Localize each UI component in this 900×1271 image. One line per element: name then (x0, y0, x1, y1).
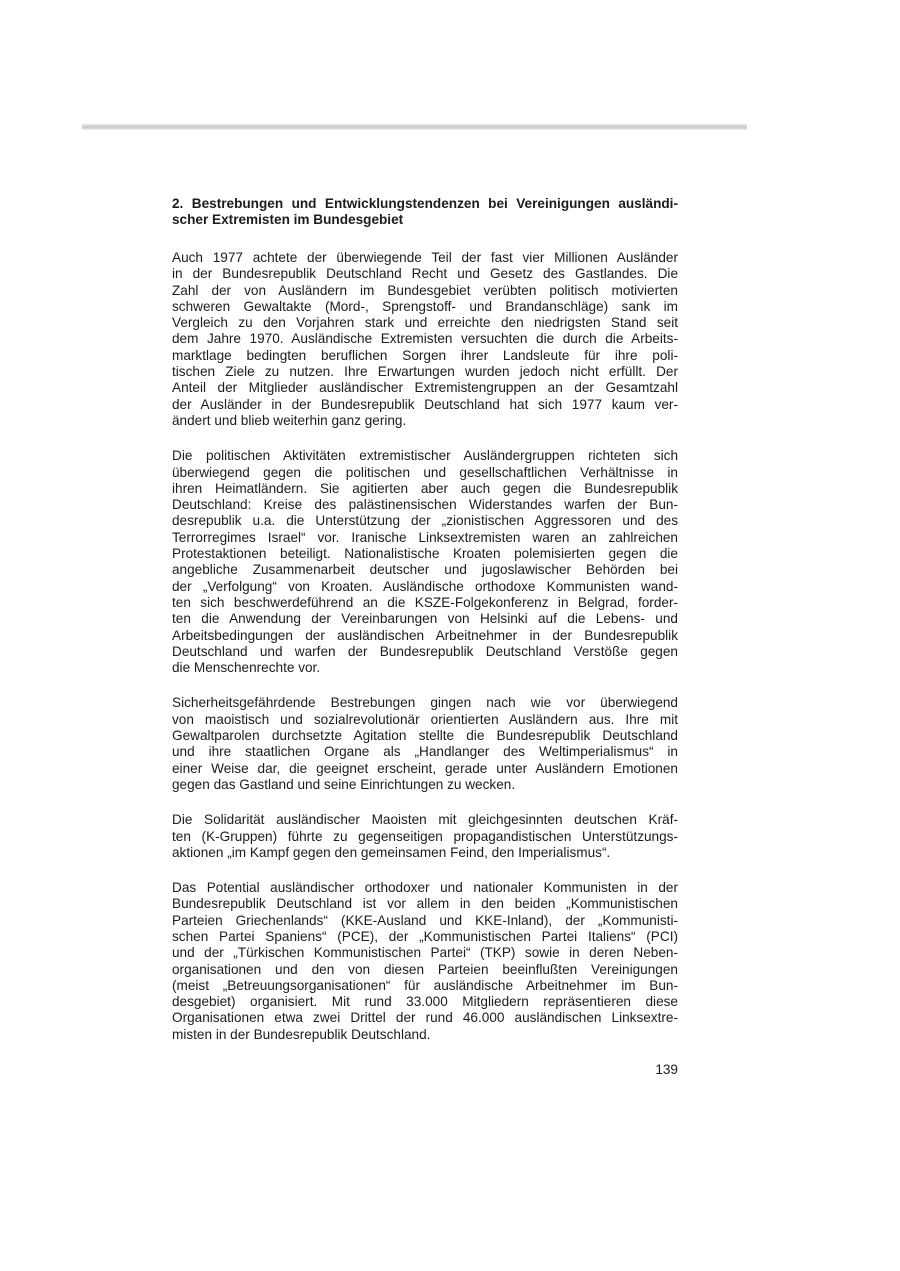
text-line: Die Solidarität ausländischer Maoisten mit gleichgesinnten deutschen Kräf- (172, 812, 678, 828)
text-line: Sicherheitsgefährdende Bestrebungen gingen nach wie vor überwiegend (172, 695, 678, 711)
page-number: 139 (655, 1062, 678, 1077)
text-line: Gewaltparolen durchsetzte Agitation stellte die Bundesrepublik Deutschland (172, 728, 678, 744)
paragraph (172, 448, 678, 676)
paragraph (172, 695, 678, 793)
text-line: misten in der Bundesrepublik Deutschland. (172, 1026, 431, 1042)
section-heading (172, 196, 678, 228)
text-line: Protestaktionen beteiligt. Nationalistische Kroaten polemisierten gegen die (172, 546, 678, 562)
text-line: gegen das Gastland und seine Einrichtungen zu wecken. (172, 776, 516, 792)
heading-line: 2. Bestrebungen und Entwicklungstendenzen bei Vereinigungen ausländi- (172, 196, 678, 211)
text-line: die Menschenrechte vor. (172, 660, 321, 676)
text-line: (meist „Betreuungsorganisationen“ für ausländische Arbeitnehmer im Bun- (172, 977, 678, 993)
paragraph (172, 812, 678, 861)
text-line: überwiegend gegen die politischen und gesellschaftlichen Verhältnisse in (172, 464, 678, 480)
text-line: desrepublik u.a. die Unterstützung der „zionistischen Aggressoren und des (172, 513, 678, 529)
text-line: Anteil der Mitglieder ausländischer Extremistengruppen an der Gesamtzahl (172, 380, 678, 396)
text-line: der Ausländer in der Bundesrepublik Deutschland hat sich 1977 kaum ver- (172, 396, 678, 412)
text-line: Auch 1977 achtete der überwiegende Teil der fast vier Millionen Ausländer (172, 250, 678, 265)
text-line: Bundesrepublik Deutschland ist vor allem in den beiden „Kommunistischen (172, 896, 678, 912)
text-line: organisationen und den von diesen Parteien beeinflußten Vereinigungen (172, 961, 678, 977)
text-line: ten sich beschwerdeführend an die KSZE-Folgekonferenz in Belgrad, forder- (172, 594, 678, 610)
top-rule (82, 124, 747, 130)
text-line: einer Weise dar, die geeignet erscheint, gerade unter Ausländern Emotionen (172, 760, 678, 776)
text-line: Zahl der von Ausländern im Bundesgebiet verübten politisch motivierten (172, 282, 678, 298)
text-line: ändert und blieb weiterhin ganz gering. (172, 412, 407, 428)
text-line: aktionen „im Kampf gegen den gemeinsamen Feind, den Imperialismus“. (172, 844, 611, 860)
heading-line: scher Extremisten im Bundesgebiet (172, 212, 404, 227)
text-line: Die politischen Aktivitäten extremistischer Ausländergruppen richteten sich (172, 448, 678, 464)
paragraph (172, 880, 678, 1043)
text-line: und der „Türkischen Kommunistischen Partei“ (TKP) sowie in deren Neben- (172, 945, 678, 961)
text-line: Das Potential ausländischer orthodoxer und nationaler Kommunisten in der (172, 880, 678, 896)
text-line: Vergleich zu den Vorjahren stark und erreichte den niedrigsten Stand seit (172, 315, 678, 331)
text-line: ten die Anwendung der Vereinbarungen von Helsinki auf die Lebens- und (172, 611, 678, 627)
text-line: in der Bundesrepublik Deutschland Recht und Gesetz des Gastlandes. Die (172, 266, 678, 282)
text-line: schen Partei Spaniens“ (PCE), der „Kommunistischen Partei Italiens“ (PCI) (172, 928, 678, 944)
text-line: angebliche Zusammenarbeit deutscher und jugoslawischer Behörden bei (172, 562, 678, 578)
document-body (172, 196, 678, 1043)
text-line: Deutschland und warfen der Bundesrepublik Deutschland Verstöße gegen (172, 643, 678, 659)
text-line: tischen Ziele zu nutzen. Ihre Erwartungen wurden jedoch nicht erfüllt. Der (172, 364, 678, 380)
paragraph (172, 250, 678, 429)
text-line: Arbeitsbedingungen der ausländischen Arbeitnehmer in der Bundesrepublik (172, 627, 678, 643)
text-line: ihren Heimatländern. Sie agitierten aber auch gegen die Bundesrepublik (172, 480, 678, 496)
text-line: Deutschland: Kreise des palästinensischen Widerstandes warfen der Bun- (172, 497, 678, 513)
text-line: desgebiet) organisiert. Mit rund 33.000 Mitgliedern repräsentieren diese (172, 994, 678, 1010)
text-line: schweren Gewaltakte (Mord-, Sprengstoff- und Brandanschläge) sank im (172, 298, 678, 314)
text-line: von maoistisch und sozialrevolutionär orientierten Ausländern aus. Ihre mit (172, 711, 678, 727)
text-line: Organisationen etwa zwei Drittel der rund 46.000 ausländischen Linksextre- (172, 1010, 678, 1026)
text-line: Parteien Griechenlands“ (KKE-Ausland und KKE-Inland), der „Kommunisti- (172, 912, 678, 928)
text-line: und ihre staatlichen Organe als „Handlanger des Weltimperialismus“ in (172, 744, 678, 760)
text-line: Terrorregimes Israel“ vor. Iranische Linksextremisten waren an zahlreichen (172, 529, 678, 545)
text-line: der „Verfolgung“ von Kroaten. Ausländische orthodoxe Kommunisten wand- (172, 578, 678, 594)
text-line: marktlage bedingten beruflichen Sorgen ihrer Landsleute für ihre poli- (172, 347, 678, 363)
text-line: ten (K-Gruppen) führte zu gegenseitigen propagandistischen Unterstützungs- (172, 828, 678, 844)
text-line: dem Jahre 1970. Ausländische Extremisten versuchten die durch die Arbeits- (172, 331, 678, 347)
